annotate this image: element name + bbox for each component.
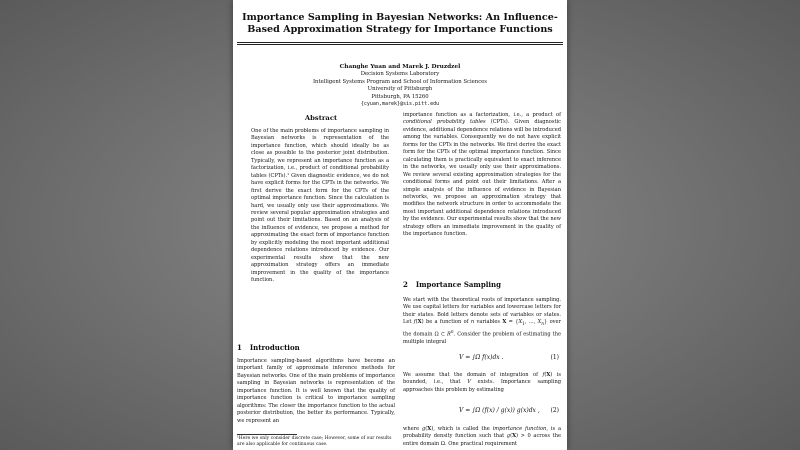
right-column-text: importance function as a factorization, i.e., a product of conditional probability tables (CPTs). Given diagnostic evidence, additional dependence relations will be introduced among the variables. Consequently we do not have explicit forms for the CPTs in the networks. We first derive the exact form for the CPTs of the optimal importance function. Since calculating them is practically equivalent to exact inference in the networks, we usually only use their approximations. We review several existing approximation strategies for the conditional forms and point out their limitations. After a simple analysis of the influence of evidence in Bayesian networks, we propose an approximation strategy that modifies the network structure in order to accommodate the most important additional dependence relations introduced by the evidence. Our experimental results show that the new strategy offers an immediate improvement in the quality of the importance function. (403, 112, 561, 238)
introduction-title: Introduction (249, 343, 300, 352)
importance-sampling-text: We start with the theoretical roots of importance sampling. We use capital letters for variables and lowercase letters for their states. Bold letters denote sets of variables or states. Let f(X) be a function of n variables $X = \{X_1$, ..., $X_n$} over the domain Ω ⊂ $R^n$. Consider the problem of estimating the multiple integral (403, 297, 561, 345)
footnote-rule (237, 434, 297, 435)
equation-1-number: (1) (550, 354, 559, 361)
affiliation-lab: Decision Systems Laboratory (360, 71, 440, 78)
title-rule-bottom (237, 44, 563, 45)
importance-sampling-number: 2 (403, 280, 408, 289)
affiliation-program: Intelligent Systems Program and School of Information Sciences (312, 78, 488, 85)
abstract-text: One of the main problems of importance sampling in Bayesian networks is representation of the importance function, which should ideally be as close as possible to the posterior joint distribution. Typically, we represent an importance function as a factorization, i.e., product of conditional probability tables (CPTs).¹ Given diagnostic evidence, we do not have explicit forms for the CPTs in the networks. We first derive the exact form for the CPTs of the optimal importance function. Since the calculation is hard, we usually only use their approximations. We review several popular approximation strategies and point out their limitations. Based on an analysis of the influence of evidence, we propose a method for approximating the exact form of importance function by explicitly modeling the most important additional dependence relations introduced by evidence. Our experimental results show that the new approximation strategy offers an immediate improvement in the quality of the importance function. (251, 128, 389, 284)
abstract-heading: Abstract (304, 114, 338, 122)
author-block (233, 64, 567, 108)
author-email: {cyuan,marek}@sis.pitt.edu (360, 101, 440, 108)
importance-sampling-heading (403, 280, 501, 289)
importance-sampling-text-2: We assume that the domain of integration of f(X) is bounded, i.e., that V exists. Importance sampling approaches this problem by estimating (403, 372, 561, 393)
affiliation-address: Pittsburgh, PA 15260 (371, 93, 429, 100)
introduction-number: 1 (237, 343, 242, 352)
paper-title: Importance Sampling in Bayesian Networks: An Influence-Based Approximation Strategy for Importance Functions (242, 12, 558, 35)
equation-2-expression: V = ∫Ω (f(x) / g(x)) g(x)dx , (459, 407, 540, 414)
equation-2-number: (2) (550, 407, 559, 414)
footnote: ¹Here we only consider discrete case; However, some of our results are also applicable for continuous case. (237, 436, 392, 448)
title-rule-top (237, 42, 563, 43)
author-names: Changhe Yuan and Marek J. Druzdzel (339, 64, 461, 70)
equation-1-expression: V = ∫Ω f(x)dx . (459, 354, 504, 361)
affiliation-university: University of Pittsburgh (367, 86, 433, 93)
paper-page (233, 0, 567, 450)
importance-sampling-title: Importance Sampling (415, 280, 502, 289)
introduction-text: Importance sampling-based algorithms have become an important family of approximate inference methods for Bayesian networks. One of the main problems of importance sampling in Bayesian networks is representation of the importance function. It is well known that the quality of importance function is critical to importance sampling algorithms: The closer the importance function to the actual posterior distribution, the better its performance. Typically, we represent an (237, 358, 395, 424)
importance-sampling-text-3: where g(X), which is called the importance function, is a probability density function such that g(X) > 0 across the entire domain Ω. One practical requirement (403, 426, 562, 447)
introduction-heading (237, 343, 300, 352)
